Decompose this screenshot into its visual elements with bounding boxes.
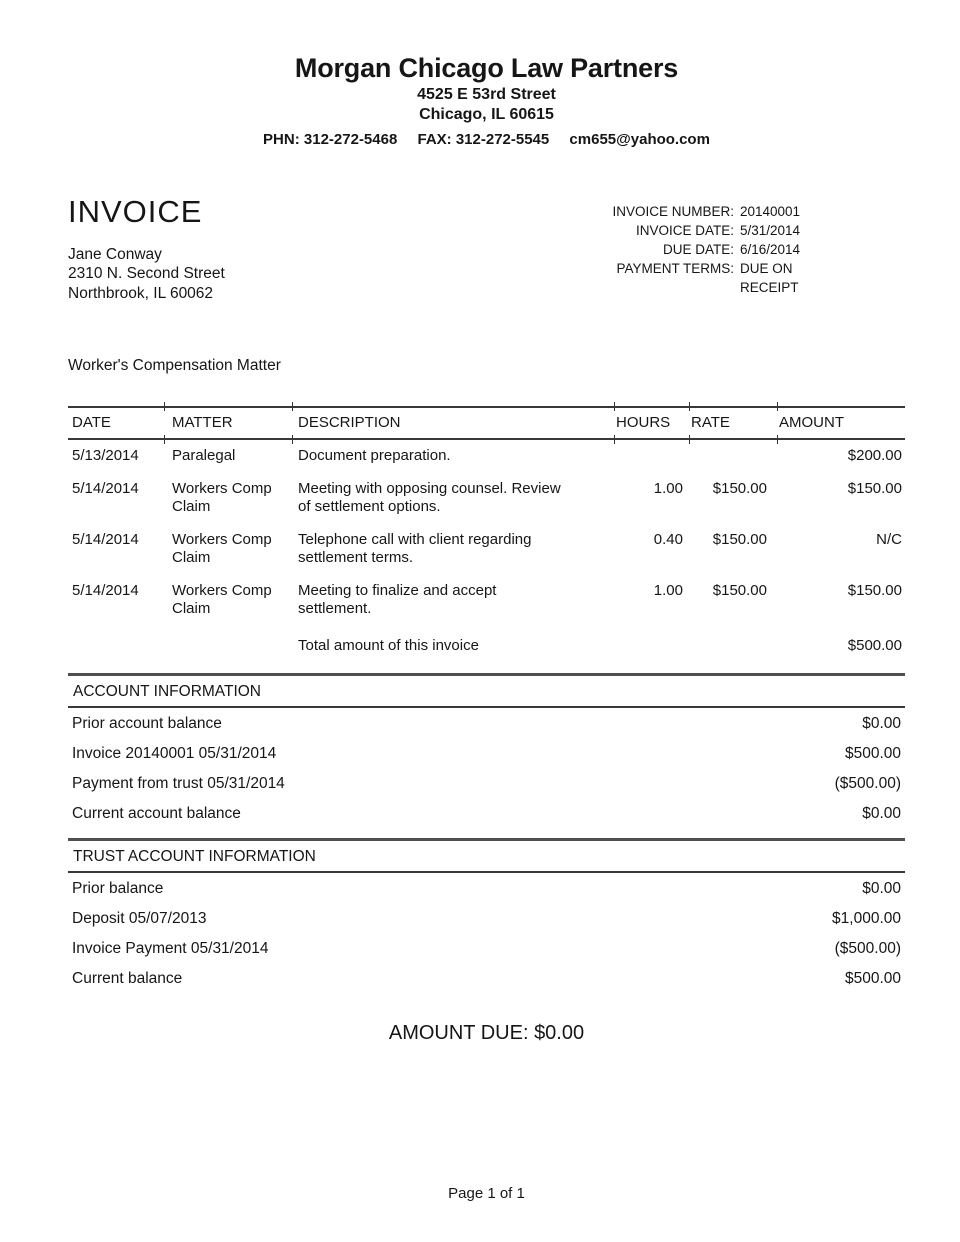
letterhead <box>68 52 905 149</box>
cell-date: 5/14/2014 <box>72 581 139 599</box>
client-address-block <box>68 245 225 303</box>
col-header-rate: RATE <box>690 407 778 439</box>
invoice-date-label: INVOICE DATE: <box>635 223 734 238</box>
trust-account-information-title: TRUST ACCOUNT INFORMATION <box>68 841 905 873</box>
due-date-label: DUE DATE: <box>662 242 734 257</box>
cell-description: Meeting to finalize and accept settlement. <box>298 581 497 618</box>
fax-number: 312-272-5545 <box>455 131 550 148</box>
phone-number: 312-272-5468 <box>303 131 398 148</box>
payment-terms-label: PAYMENT TERMS: <box>616 261 734 276</box>
trust-row-value: $1,000.00 <box>832 909 901 927</box>
cell-description: Meeting with opposing counsel. Review of settlement options. <box>298 479 561 516</box>
line-item-row <box>68 575 905 626</box>
amount-due-label: AMOUNT DUE: <box>388 1022 529 1045</box>
matter-title: Worker's Compensation Matter <box>68 357 281 375</box>
cell-matter: Paralegal <box>172 447 236 465</box>
col-header-matter: MATTER <box>165 407 293 439</box>
line-item-row <box>68 524 905 575</box>
client-name: Jane Conway <box>68 246 162 263</box>
cell-hours: 1.00 <box>653 581 683 599</box>
account-row-label: Prior account balance <box>72 714 222 732</box>
trust-row-label: Prior balance <box>72 879 164 897</box>
trust-row-value: ($500.00) <box>834 939 901 957</box>
cell-date: 5/13/2014 <box>72 447 139 465</box>
invoice-meta-block <box>612 202 852 303</box>
phone-label: PHN: <box>263 131 300 148</box>
amount-due-value: $0.00 <box>534 1022 585 1045</box>
trust-info-row <box>68 933 905 963</box>
trust-row-label: Current balance <box>72 969 183 987</box>
trust-row-value: $500.00 <box>844 969 901 987</box>
account-info-row <box>68 798 905 828</box>
cell-rate <box>690 439 778 473</box>
cell-matter: Workers Comp Claim <box>172 530 272 567</box>
cell-amount: $150.00 <box>847 479 902 497</box>
trust-row-label: Deposit 05/07/2013 <box>72 909 207 927</box>
invoice-total-label: Total amount of this invoice <box>298 636 479 654</box>
account-information-section <box>68 673 905 828</box>
account-information-title: ACCOUNT INFORMATION <box>68 676 905 708</box>
cell-date: 5/14/2014 <box>72 530 139 548</box>
firm-address-line-1: 4525 E 53rd Street <box>417 86 556 103</box>
trust-info-row <box>68 903 905 933</box>
col-header-hours: HOURS <box>615 407 690 439</box>
invoice-number-value: 20140001 <box>740 204 801 219</box>
trust-account-information-section <box>68 838 905 993</box>
cell-matter: Workers Comp Claim <box>172 479 272 516</box>
trust-info-row <box>68 963 905 993</box>
amount-due-line <box>68 1021 905 1045</box>
col-header-description: DESCRIPTION <box>293 407 615 439</box>
table-header-row <box>68 407 905 439</box>
cell-amount: $150.00 <box>847 581 902 599</box>
cell-hours: 1.00 <box>653 479 683 497</box>
page-indicator: Page 1 of 1 <box>448 1185 525 1203</box>
firm-contact-line <box>68 131 905 149</box>
line-item-row <box>68 473 905 524</box>
account-row-value: ($500.00) <box>834 774 901 792</box>
account-row-value: $0.00 <box>862 804 901 822</box>
client-address-line-1: 2310 N. Second Street <box>68 265 225 283</box>
cell-hours <box>615 439 690 473</box>
col-header-date: DATE <box>68 407 165 439</box>
cell-rate: $150.00 <box>712 581 767 599</box>
fax-label: FAX: <box>417 131 452 148</box>
invoice-total-amount: $500.00 <box>847 636 902 654</box>
cell-amount: $200.00 <box>847 447 902 465</box>
due-date-value: 6/16/2014 <box>740 242 801 257</box>
cell-hours: 0.40 <box>653 530 683 548</box>
page-footer <box>68 1185 905 1203</box>
trust-row-value: $0.00 <box>862 879 901 897</box>
cell-rate: $150.00 <box>712 479 767 497</box>
col-header-amount: AMOUNT <box>778 407 905 439</box>
client-address-line-2: Northbrook, IL 60062 <box>68 284 214 302</box>
invoice-header-section <box>68 195 905 303</box>
cell-description: Document preparation. <box>298 447 451 465</box>
payment-terms-value: DUE ON RECEIPT <box>740 261 799 295</box>
trust-info-row <box>68 873 905 903</box>
account-row-value: $0.00 <box>862 714 901 732</box>
account-info-row <box>68 768 905 798</box>
invoice-date-value: 5/31/2014 <box>740 223 801 238</box>
trust-row-label: Invoice Payment 05/31/2014 <box>72 939 269 957</box>
cell-matter: Workers Comp Claim <box>172 581 272 618</box>
line-item-row <box>68 439 905 473</box>
cell-rate: $150.00 <box>712 530 767 548</box>
invoice-number-label: INVOICE NUMBER: <box>612 204 734 219</box>
cell-date: 5/14/2014 <box>72 479 139 497</box>
invoice-title-block <box>68 195 225 303</box>
account-row-value: $500.00 <box>844 744 901 762</box>
account-row-label: Current account balance <box>72 804 241 822</box>
invoice-total-row <box>68 626 905 662</box>
firm-address-line-2: Chicago, IL 60615 <box>419 105 554 123</box>
cell-description: Telephone call with client regarding settlement terms. <box>298 530 532 567</box>
email-address: cm655@yahoo.com <box>569 131 710 148</box>
account-info-row <box>68 708 905 738</box>
account-info-row <box>68 738 905 768</box>
firm-name: Morgan Chicago Law Partners <box>294 53 679 83</box>
cell-amount: N/C <box>876 530 902 548</box>
account-row-label: Payment from trust 05/31/2014 <box>72 774 285 792</box>
invoice-title: INVOICE <box>68 194 203 229</box>
line-items-table <box>68 406 905 661</box>
account-row-label: Invoice 20140001 05/31/2014 <box>72 744 277 762</box>
